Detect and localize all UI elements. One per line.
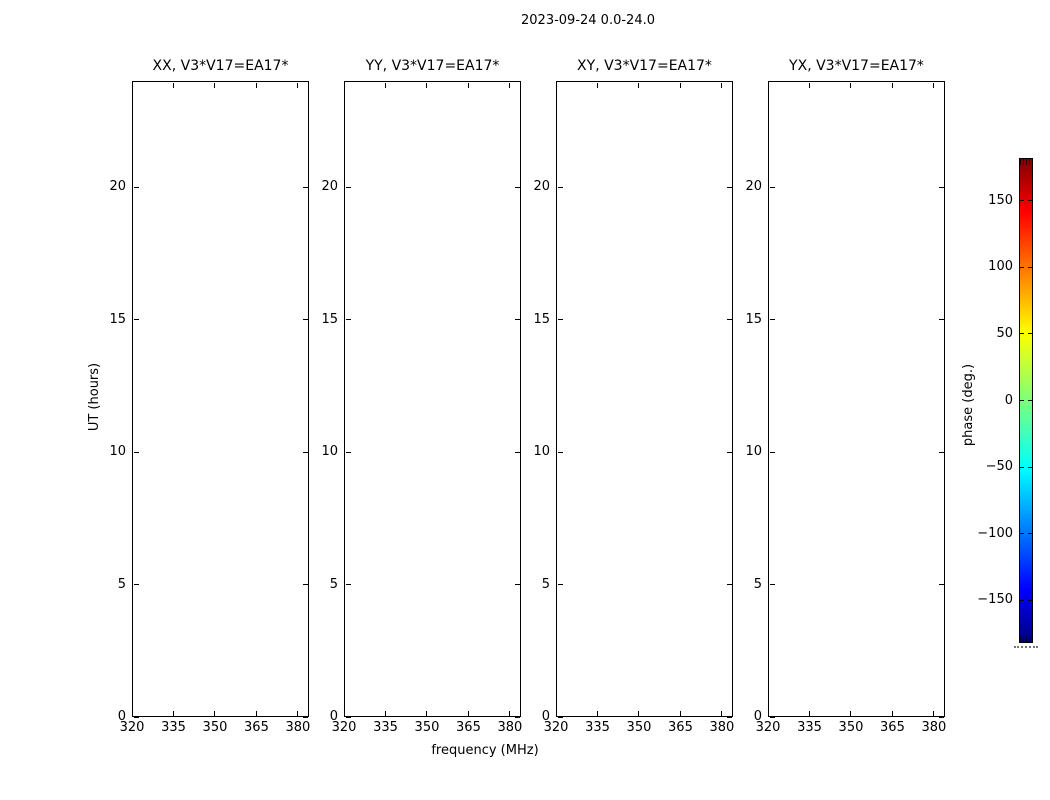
x-tick-mark-top [680, 83, 681, 88]
y-tick-label: 20 [321, 179, 338, 194]
x-tick-label: 350 [202, 720, 228, 735]
colorbar-tick-mark [1020, 333, 1024, 334]
x-tick-mark-top [809, 83, 810, 88]
y-tick-mark [346, 584, 351, 585]
y-tick-label: 5 [117, 576, 126, 592]
x-tick-label: 335 [585, 720, 610, 735]
x-tick-mark-top [768, 83, 769, 88]
x-tick-label: 335 [373, 720, 398, 735]
colorbar-tick-mark-right [1028, 333, 1032, 334]
x-tick-mark [680, 711, 681, 716]
x-tick-mark [426, 711, 427, 716]
panel-title-xx: XX, V3*V17=EA17* [152, 58, 289, 74]
panel-frame-yy [344, 81, 521, 717]
x-tick-label: 350 [414, 720, 440, 735]
y-tick-label: 10 [745, 444, 762, 459]
x-tick-mark-top [933, 83, 934, 88]
colorbar-tick-label: −150 [977, 592, 1013, 608]
x-tick-label: 320 [331, 720, 357, 735]
colorbar-tick-label: −50 [985, 459, 1013, 475]
y-tick-label: 20 [745, 179, 762, 194]
x-tick-mark-top [214, 83, 215, 88]
x-tick-mark-top [721, 83, 722, 88]
panel-frame-xy [556, 81, 733, 717]
y-tick-mark [346, 319, 351, 320]
colorbar-tick-mark-right [1028, 400, 1032, 401]
x-tick-mark [132, 711, 133, 716]
y-tick-mark [134, 584, 139, 585]
y-tick-label: 15 [745, 311, 762, 327]
x-tick-mark-top [132, 83, 133, 88]
panel-frame-xx [132, 81, 309, 717]
panel-title-yy: YY, V3*V17=EA17* [365, 58, 500, 74]
colorbar-tick-mark [1020, 400, 1024, 401]
x-tick-mark [256, 711, 257, 716]
x-tick-mark-top [597, 83, 598, 88]
y-tick-mark [770, 319, 775, 320]
colorbar-tick-mark [1020, 467, 1024, 468]
x-tick-mark [850, 711, 851, 716]
x-tick-mark [214, 711, 215, 716]
y-tick-mark [770, 452, 775, 453]
colorbar-tick-mark-right [1028, 533, 1032, 534]
y-tick-mark [134, 717, 139, 718]
y-tick-label: 10 [321, 444, 338, 459]
y-tick-label: 10 [533, 444, 550, 459]
y-tick-label: 0 [753, 709, 762, 724]
x-tick-mark-top [297, 83, 298, 88]
x-tick-mark-top [850, 83, 851, 88]
x-tick-label: 365 [244, 720, 269, 735]
x-tick-mark [892, 711, 893, 716]
x-tick-mark [933, 711, 934, 716]
colorbar-tick-label: 50 [996, 325, 1013, 341]
x-tick-mark-top [468, 83, 469, 88]
colorbar-end-hatch-top [1020, 159, 1032, 165]
y-tick-mark-right [939, 187, 944, 188]
y-tick-label: 20 [109, 179, 126, 194]
colorbar-tick-mark-right [1028, 467, 1032, 468]
x-axis-label: frequency (MHz) [431, 743, 539, 758]
x-tick-label: 320 [119, 720, 145, 735]
x-tick-mark [556, 711, 557, 716]
y-tick-mark [346, 187, 351, 188]
y-tick-label: 0 [329, 709, 338, 724]
colorbar-tick-label: −100 [977, 525, 1013, 541]
y-tick-mark [770, 717, 775, 718]
x-tick-mark-top [556, 83, 557, 88]
x-tick-mark [344, 711, 345, 716]
y-tick-label: 15 [321, 311, 338, 327]
y-tick-label: 10 [109, 444, 126, 459]
y-tick-label: 5 [329, 576, 338, 592]
colorbar-tick-mark-right [1028, 600, 1032, 601]
y-tick-mark [770, 187, 775, 188]
y-tick-label: 15 [533, 311, 550, 327]
colorbar-tick-label: 150 [988, 192, 1013, 208]
x-tick-mark-top [385, 83, 386, 88]
x-tick-label: 365 [456, 720, 481, 735]
y-tick-mark [134, 187, 139, 188]
y-tick-mark [558, 584, 563, 585]
x-tick-label: 320 [543, 720, 569, 735]
x-tick-mark [173, 711, 174, 716]
colorbar-tick-mark [1020, 267, 1024, 268]
x-tick-mark-top [426, 83, 427, 88]
y-tick-label: 15 [109, 311, 126, 327]
x-tick-mark-top [344, 83, 345, 88]
x-tick-label: 320 [755, 720, 781, 735]
y-tick-mark-right [939, 319, 944, 320]
y-tick-mark [558, 452, 563, 453]
y-tick-label: 5 [541, 576, 550, 592]
y-tick-mark-right [939, 452, 944, 453]
y-tick-mark [770, 584, 775, 585]
colorbar-dotted-edge [1014, 646, 1038, 648]
x-tick-label: 380 [497, 720, 523, 735]
x-tick-label: 350 [626, 720, 652, 735]
x-tick-label: 380 [921, 720, 947, 735]
colorbar-tick-mark-right [1028, 200, 1032, 201]
panel-title-xy: XY, V3*V17=EA17* [577, 58, 712, 74]
colorbar-tick-label: 100 [988, 259, 1013, 275]
x-tick-mark-top [509, 83, 510, 88]
y-tick-mark [346, 452, 351, 453]
colorbar-tick-mark [1020, 200, 1024, 201]
x-tick-label: 365 [668, 720, 693, 735]
x-tick-mark [385, 711, 386, 716]
panel-title-yx: YX, V3*V17=EA17* [789, 58, 924, 74]
x-tick-label: 365 [880, 720, 905, 735]
colorbar-tick-mark-right [1028, 267, 1032, 268]
x-tick-mark [597, 711, 598, 716]
y-tick-label: 20 [533, 179, 550, 194]
x-tick-label: 380 [285, 720, 311, 735]
y-tick-label: 0 [117, 709, 126, 724]
y-tick-mark [558, 717, 563, 718]
x-tick-mark-top [256, 83, 257, 88]
colorbar-end-hatch-bottom [1020, 636, 1032, 642]
figure-title: 2023-09-24 0.0-24.0 [521, 13, 655, 28]
y-tick-mark-right [939, 717, 944, 718]
x-tick-mark [638, 711, 639, 716]
y-tick-label: 0 [541, 709, 550, 724]
x-tick-mark [809, 711, 810, 716]
x-tick-mark-top [638, 83, 639, 88]
x-tick-mark-top [892, 83, 893, 88]
colorbar-tick-label: 0 [1004, 392, 1013, 408]
y-tick-label: 5 [753, 576, 762, 592]
x-tick-label: 335 [797, 720, 822, 735]
y-tick-mark [134, 452, 139, 453]
y-axis-label: UT (hours) [87, 362, 102, 432]
x-tick-label: 380 [709, 720, 735, 735]
y-tick-mark [346, 717, 351, 718]
panel-frame-yx [768, 81, 945, 717]
x-tick-mark [768, 711, 769, 716]
x-tick-label: 350 [838, 720, 864, 735]
x-tick-mark-top [173, 83, 174, 88]
x-tick-mark [468, 711, 469, 716]
x-tick-label: 335 [161, 720, 186, 735]
y-tick-mark [558, 319, 563, 320]
y-tick-mark [558, 187, 563, 188]
y-tick-mark-right [939, 584, 944, 585]
colorbar-tick-mark [1020, 533, 1024, 534]
colorbar-label: phase (deg.) [961, 363, 976, 447]
colorbar-tick-mark [1020, 600, 1024, 601]
y-tick-mark [134, 319, 139, 320]
